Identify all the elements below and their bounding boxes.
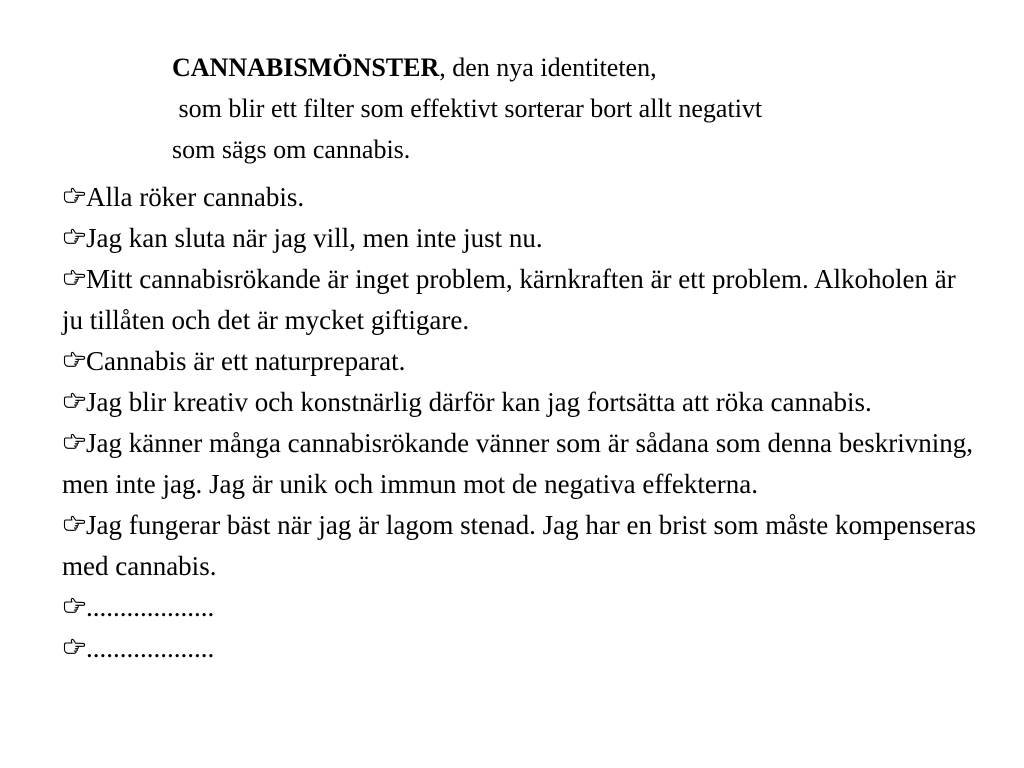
title-keyword: CANNABISMÖNSTER [172,53,440,82]
title-block [172,47,972,170]
bullet-text: Alla röker cannabis. [86,182,305,212]
hand-pointing-icon [62,512,86,536]
bullet-text: Mitt cannabisrökande är inget problem, kärnkraften är ett problem. Alkoholen är ju tillåten och det är mycket giftigare. [62,264,956,335]
hand-pointing-icon [62,430,86,454]
bullet-text: Jag kan sluta när jag vill, men inte just nu. [86,223,543,253]
hand-pointing-icon [62,348,86,372]
list-item [62,177,982,218]
bullet-text: Cannabis är ett naturpreparat. [86,346,406,376]
hand-pointing-icon [62,225,86,249]
list-item [62,218,982,259]
bullet-text: ................... [86,633,215,663]
list-item [62,382,982,423]
list-item [62,587,982,628]
bullet-text: Jag fungerar bäst när jag är lagom stenad. Jag har en brist som måste kompenseras med cannabis. [62,510,976,581]
title-line-3: som sägs om cannabis. [172,135,411,164]
title-line-1 [172,47,972,88]
bullet-text: Jag känner många cannabisrökande vänner som är sådana som denna beskrivning, men inte jag. Jag är unik och immun mot de negativa effekterna. [62,428,973,499]
list-item [62,628,982,669]
hand-pointing-icon [62,266,86,290]
hand-pointing-icon [62,389,86,413]
list-item [62,341,982,382]
bullet-text: Jag blir kreativ och konstnärlig därför kan jag fortsätta att röka cannabis. [86,387,872,417]
title-line-2: som blir ett filter som effektivt sorterar bort allt negativt [172,94,763,123]
title-line-1-rest: , den nya identiteten, [439,53,657,82]
hand-pointing-icon [62,184,86,208]
hand-pointing-icon [62,635,86,659]
bullet-text: ................... [86,592,215,622]
list-item [62,423,982,505]
list-item [62,259,982,341]
list-item [62,505,982,587]
bullet-list [62,177,982,669]
hand-pointing-icon [62,594,86,618]
